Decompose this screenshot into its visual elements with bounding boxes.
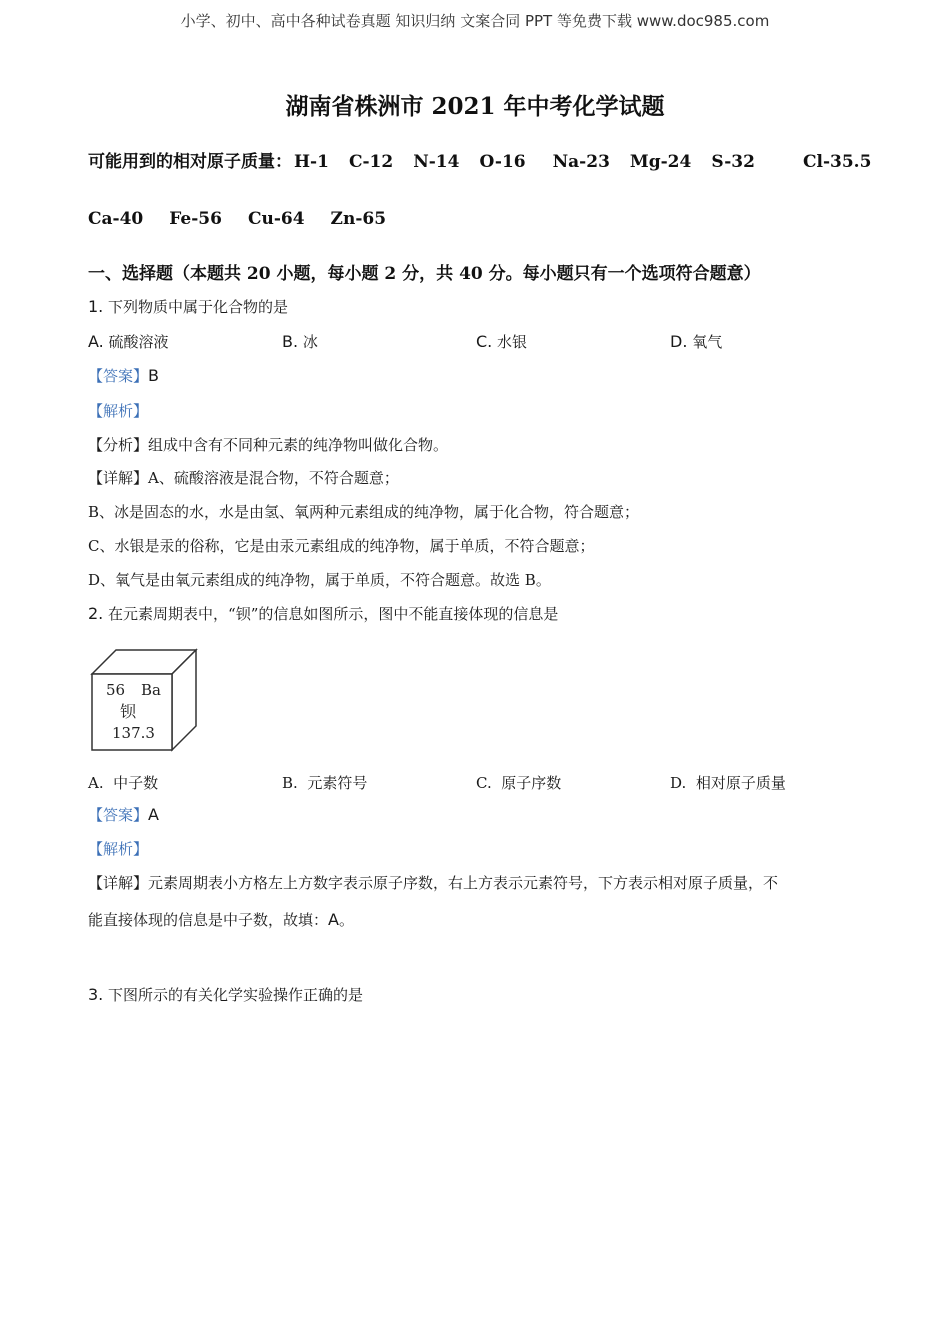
q1-analysis-tag bbox=[88, 400, 148, 421]
detail-answer: A bbox=[328, 910, 339, 929]
option-text: 冰 bbox=[302, 333, 318, 351]
mass-item: Cu-64 bbox=[247, 209, 305, 229]
answer-value: A bbox=[148, 805, 159, 824]
question-stem: 下列物质中属于化合物的是 bbox=[108, 298, 289, 316]
atomic-mass-label: 可能用到的相对原子质量： bbox=[88, 152, 292, 172]
option-letter: A. bbox=[88, 332, 104, 351]
q1-detail-a bbox=[88, 467, 399, 488]
option-letter: D. bbox=[670, 332, 688, 351]
detail-end: 。 bbox=[338, 911, 354, 929]
q1-answer bbox=[88, 365, 159, 386]
option-text: 氧气 bbox=[692, 333, 723, 351]
q2-option-a bbox=[88, 772, 158, 793]
answer-tag: 【答案】 bbox=[88, 367, 149, 385]
q2-option-d bbox=[670, 772, 786, 793]
question-3 bbox=[88, 984, 363, 1005]
q1-option-d bbox=[670, 331, 722, 352]
atomic-mass: 137.3 bbox=[112, 724, 155, 742]
question-number: 3. bbox=[88, 985, 104, 1004]
detail-text: A、硫酸溶液是混合物，不符合题意； bbox=[148, 469, 399, 487]
option-letter: B. bbox=[282, 774, 298, 792]
atomic-number: 56 bbox=[106, 681, 126, 699]
q2-option-c bbox=[476, 772, 561, 793]
detail-tag: 【详解】 bbox=[88, 874, 149, 892]
option-text: 相对原子质量 bbox=[695, 774, 786, 792]
q2-analysis-tag bbox=[88, 838, 148, 859]
option-letter: C. bbox=[476, 332, 493, 351]
section-heading: 一、选择题（本题共 20 小题，每小题 2 分，共 40 分。每小题只有一个选项符合题意） bbox=[88, 264, 761, 284]
mass-item: O-16 bbox=[479, 152, 526, 172]
option-letter: C. bbox=[476, 774, 492, 792]
option-letter: B. bbox=[282, 332, 299, 351]
option-text: 元素符号 bbox=[307, 774, 368, 792]
barium-element-cell bbox=[88, 646, 200, 754]
mass-item: N-14 bbox=[413, 152, 460, 172]
q1-option-a bbox=[88, 331, 169, 352]
q1-fenxi bbox=[88, 434, 448, 455]
atomic-mass-line-1 bbox=[88, 147, 871, 172]
option-text: 硫酸溶液 bbox=[108, 333, 169, 351]
mass-item: Na-23 bbox=[552, 152, 610, 172]
mass-item: C-12 bbox=[348, 152, 394, 172]
analysis-tag: 【解析】 bbox=[88, 402, 149, 420]
q2-option-b bbox=[282, 772, 367, 793]
mass-item: Ca-40 bbox=[88, 209, 144, 229]
mass-item: Mg-24 bbox=[629, 152, 692, 172]
q2-detail-line-2 bbox=[88, 909, 354, 930]
mass-item: Fe-56 bbox=[169, 209, 222, 229]
question-2 bbox=[88, 603, 558, 624]
element-symbol: Ba bbox=[141, 681, 161, 699]
fenxi-text: 组成中含有不同种元素的纯净物叫做化合物。 bbox=[148, 436, 449, 454]
option-letter: A. bbox=[88, 774, 104, 792]
question-number: 2. bbox=[88, 604, 104, 623]
option-letter: D. bbox=[670, 774, 687, 792]
detail-text: 元素周期表小方格左上方数字表示原子序数，右上方表示元素符号，下方表示相对原子质量，不 bbox=[148, 874, 779, 892]
analysis-tag: 【解析】 bbox=[88, 840, 149, 858]
detail-tag: 【详解】 bbox=[88, 469, 149, 487]
q1-option-c bbox=[476, 331, 527, 352]
option-text: 水银 bbox=[497, 333, 528, 351]
mass-item: S-32 bbox=[711, 152, 755, 172]
answer-tag: 【答案】 bbox=[88, 806, 149, 824]
q1-detail-d: D、氧气是由氧元素组成的纯净物，属于单质，不符合题意。故选 B。 bbox=[88, 571, 551, 589]
question-stem: 下图所示的有关化学实验操作正确的是 bbox=[108, 986, 364, 1004]
q1-option-b bbox=[282, 331, 318, 352]
mass-item: Cl-35.5 bbox=[802, 152, 872, 172]
atomic-mass-line-2 bbox=[88, 209, 386, 229]
answer-value: B bbox=[148, 366, 159, 385]
q2-answer bbox=[88, 804, 159, 825]
mass-item: H-1 bbox=[294, 152, 329, 172]
question-stem: 在元素周期表中，“钡”的信息如图所示，图中不能直接体现的信息是 bbox=[108, 605, 559, 623]
q1-detail-b: B、冰是固态的水，水是由氢、氧两种元素组成的纯净物，属于化合物，符合题意； bbox=[88, 503, 640, 521]
question-number: 1. bbox=[88, 297, 104, 316]
mass-item: Zn-65 bbox=[330, 209, 387, 229]
fenxi-tag: 【分析】 bbox=[88, 436, 149, 454]
q2-detail-line-1 bbox=[88, 872, 778, 893]
option-text: 原子序数 bbox=[501, 774, 562, 792]
detail-text: 能直接体现的信息是中子数，故填： bbox=[88, 911, 329, 929]
q1-detail-c: C、水银是汞的俗称，它是由汞元素组成的纯净物，属于单质，不符合题意； bbox=[88, 537, 595, 555]
element-name: 钡 bbox=[120, 702, 137, 721]
header-banner: 小学、初中、高中各种试卷真题 知识归纳 文案合同 PPT 等免费下载 www.doc985.com bbox=[180, 12, 770, 30]
question-1 bbox=[88, 296, 288, 317]
page-title: 湖南省株洲市 2021 年中考化学试题 bbox=[285, 93, 665, 120]
option-text: 中子数 bbox=[113, 774, 159, 792]
